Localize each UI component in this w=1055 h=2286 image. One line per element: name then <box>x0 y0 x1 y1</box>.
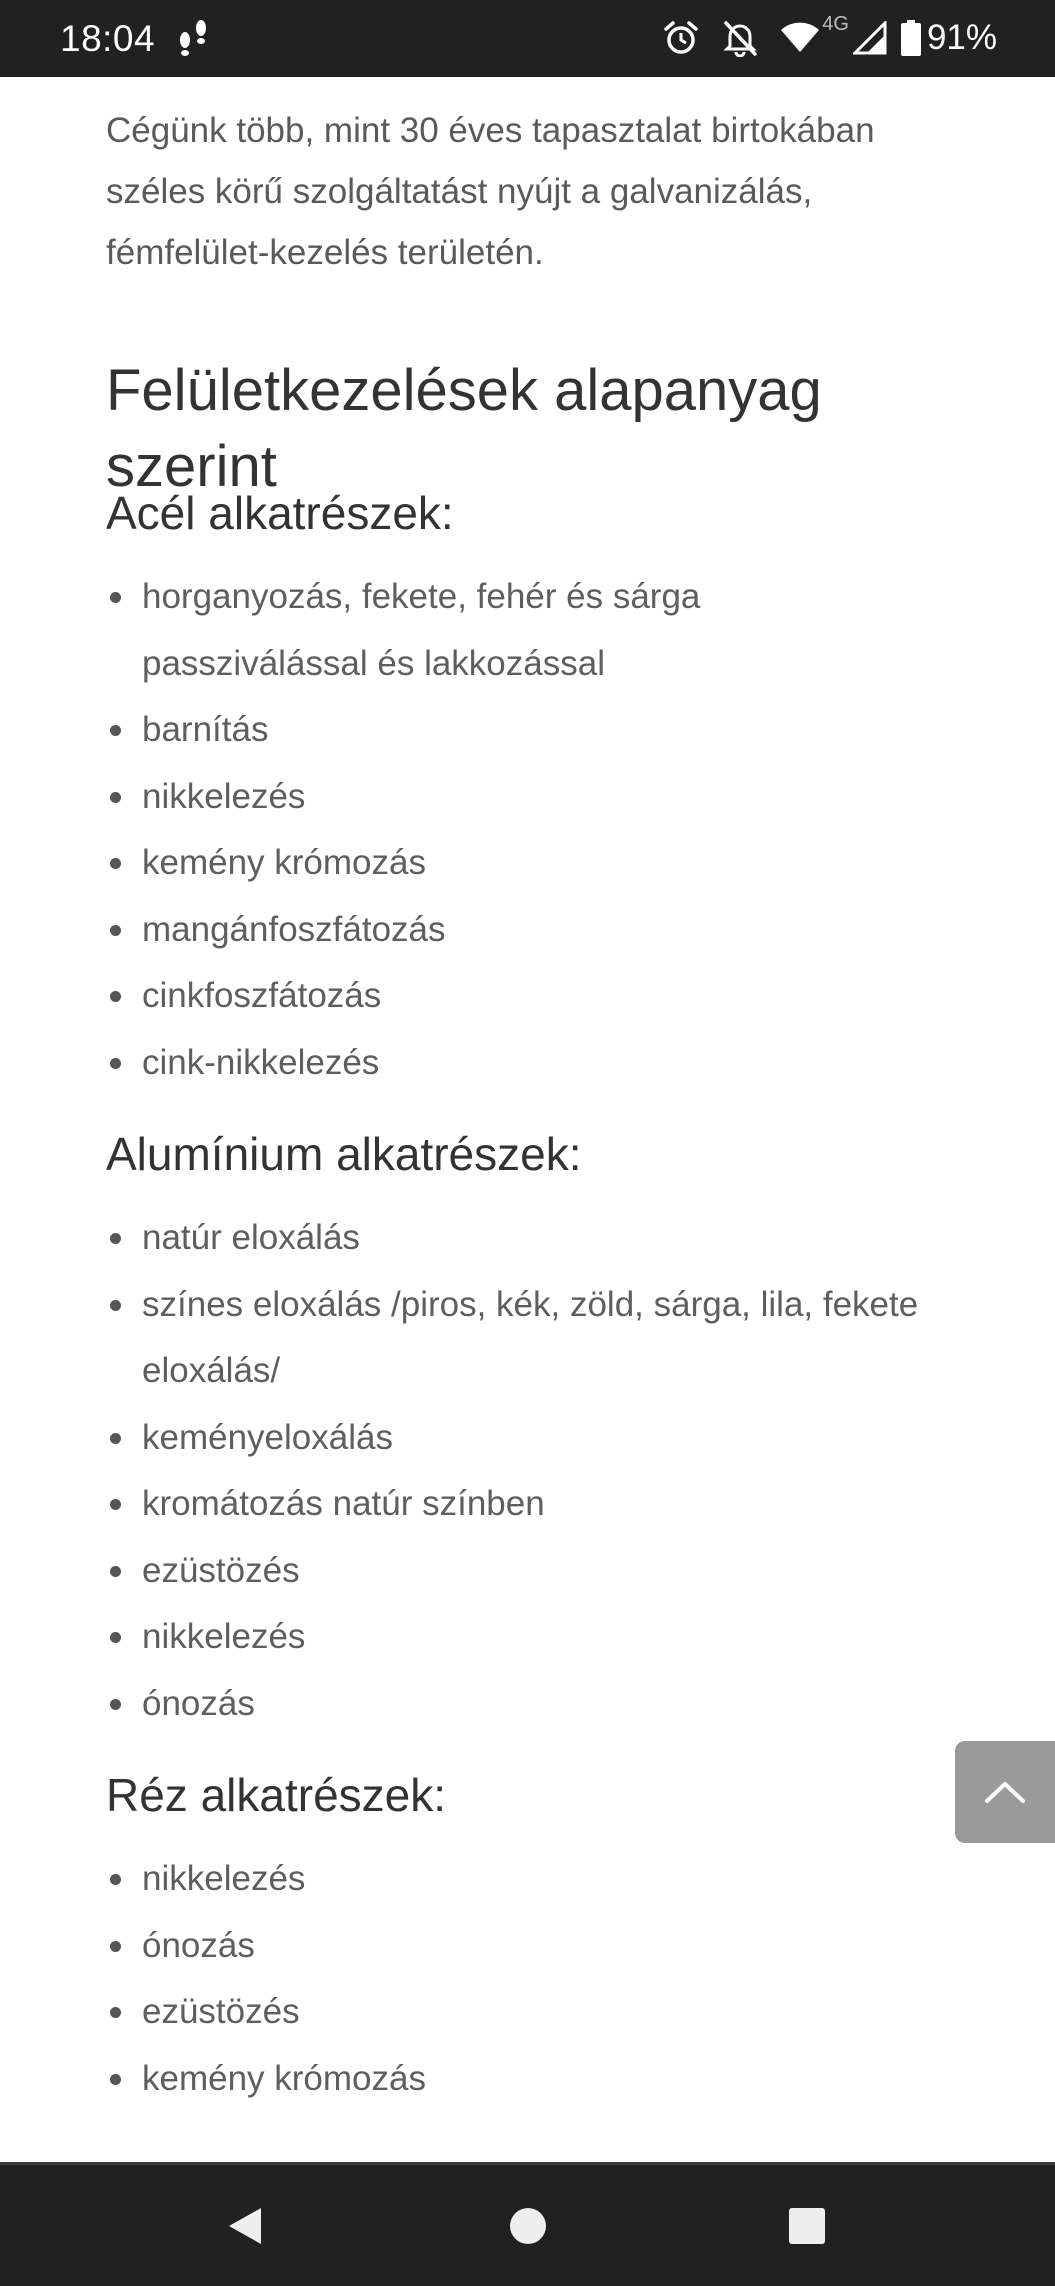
status-bar <box>0 0 1055 77</box>
battery-percent: 91% <box>926 18 997 57</box>
battery-icon <box>901 20 921 56</box>
section-heading-copper: Réz alkatrészek: <box>106 1769 447 1821</box>
list-item: kemény krómozás <box>106 2046 926 2113</box>
list-item: natúr eloxálás <box>106 1205 926 1272</box>
main-heading: Felületkezelések alapanyag szerint <box>106 358 822 499</box>
intro-paragraph: Cégünk több, mint 30 éves tapasztalat birtokában széles körű szolgáltatást nyújt a galvanizálás, fémfelület-kezelés területén. <box>106 111 875 272</box>
back-button[interactable] <box>185 2165 305 2286</box>
recents-button[interactable] <box>747 2165 867 2286</box>
navigation-bar <box>0 2165 1055 2286</box>
recents-icon <box>787 2206 827 2246</box>
back-to-top-button[interactable] <box>955 1741 1055 1843</box>
network-type: 4G <box>822 13 849 35</box>
list-item: ónozás <box>106 1671 926 1738</box>
list-item: mangánfoszfátozás <box>106 897 926 964</box>
copper-treatments-list <box>106 1846 926 2112</box>
notifications-off-icon <box>722 19 758 57</box>
home-icon <box>508 2206 548 2246</box>
list-item: horganyozás, fekete, fehér és sárga passziválással és lakkozással <box>106 564 926 697</box>
status-time: 18:04 <box>60 18 156 59</box>
list-item: keményeloxálás <box>106 1405 926 1472</box>
aluminium-treatments-list <box>106 1205 926 1737</box>
list-item: cinkfoszfátozás <box>106 963 926 1030</box>
list-item: kemény krómozás <box>106 830 926 897</box>
steel-treatments-list <box>106 564 926 1096</box>
list-item: cink-nikkelezés <box>106 1030 926 1097</box>
chevron-up-icon <box>983 1779 1027 1805</box>
list-item: színes eloxálás /piros, kék, zöld, sárga, lila, fekete eloxálás/ <box>106 1272 926 1405</box>
section-heading-steel: Acél alkatrészek: <box>106 487 454 539</box>
alarm-icon <box>662 19 700 57</box>
cell-signal-icon <box>853 21 887 55</box>
list-item: barnítás <box>106 697 926 764</box>
list-item: ezüstözés <box>106 1979 926 2046</box>
list-item: kromátozás natúr színben <box>106 1471 926 1538</box>
list-item: ónozás <box>106 1913 926 1980</box>
section-heading-aluminium: Alumínium alkatrészek: <box>106 1128 582 1180</box>
list-item: nikkelezés <box>106 1846 926 1913</box>
home-button[interactable] <box>468 2165 588 2286</box>
list-item: ezüstözés <box>106 1538 926 1605</box>
list-item: nikkelezés <box>106 1604 926 1671</box>
list-item: nikkelezés <box>106 764 926 831</box>
footsteps-icon <box>176 18 210 58</box>
status-icons <box>662 14 997 62</box>
wifi-icon <box>780 22 820 54</box>
back-icon <box>225 2204 265 2248</box>
